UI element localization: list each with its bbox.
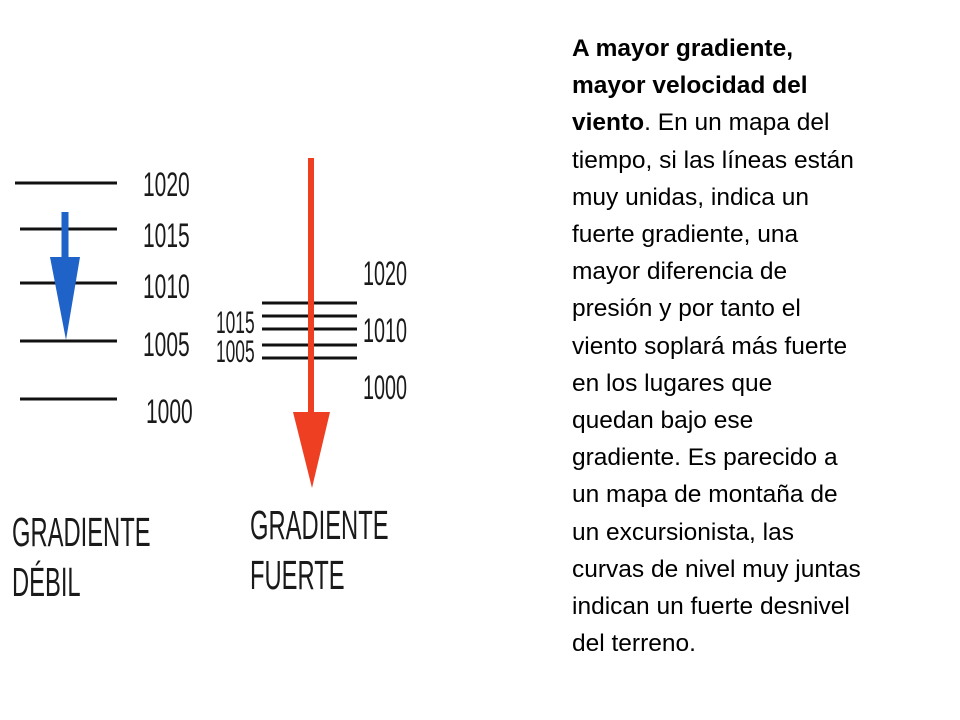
pressure-label: 1015 bbox=[216, 305, 255, 341]
bold-heading-part: viento bbox=[572, 109, 645, 137]
pressure-label: 1010 bbox=[143, 267, 190, 307]
text-line: viento soplará más fuerte bbox=[572, 332, 848, 360]
text-line: indican un fuerte desnivel bbox=[572, 593, 850, 621]
text-line: gradiente. Es parecido a bbox=[572, 444, 838, 472]
text-line: del terreno. bbox=[572, 630, 696, 658]
caption-line: GRADIENTE bbox=[12, 510, 151, 556]
text-line: mayor diferencia de bbox=[572, 258, 788, 286]
text-line: quedan bajo ese bbox=[572, 407, 754, 435]
explanation-text bbox=[572, 30, 958, 662]
strong-gradient-caption bbox=[250, 504, 389, 599]
pressure-label: 1020 bbox=[363, 254, 408, 293]
arrow-head bbox=[293, 412, 330, 488]
pressure-label: 1000 bbox=[363, 368, 408, 407]
text-line: presión y por tanto el bbox=[572, 295, 801, 323]
caption-line: GRADIENTE bbox=[250, 503, 389, 549]
pressure-label: 1005 bbox=[216, 334, 255, 370]
caption-line: FUERTE bbox=[250, 553, 345, 599]
text-line: un mapa de montaña de bbox=[572, 481, 838, 509]
text-line bbox=[572, 67, 958, 104]
text-fragment: . En un mapa del bbox=[644, 109, 830, 137]
pressure-label: 1010 bbox=[363, 311, 408, 350]
text-line: fuerte gradiente, una bbox=[572, 221, 799, 249]
caption-line: DÉBIL bbox=[12, 560, 81, 606]
text-line bbox=[572, 104, 958, 141]
weak-gradient-labels bbox=[143, 166, 193, 432]
bold-heading-part: mayor velocidad del bbox=[572, 72, 808, 100]
weak-gradient-caption bbox=[12, 511, 151, 606]
strong-wind-arrow bbox=[293, 158, 330, 488]
bold-heading-part: A mayor gradiente, bbox=[572, 35, 794, 62]
pressure-label: 1015 bbox=[143, 216, 190, 256]
pressure-label: 1005 bbox=[143, 325, 190, 365]
text-line: muy unidas, indica un bbox=[572, 183, 809, 211]
pressure-label: 1000 bbox=[146, 392, 193, 432]
text-line: en los lugares que bbox=[572, 369, 773, 397]
strong-gradient-labels-left bbox=[216, 306, 255, 370]
text-line bbox=[572, 30, 958, 67]
strong-gradient-labels-right bbox=[363, 254, 407, 406]
arrow-head bbox=[50, 257, 80, 340]
text-line: un excursionista, las bbox=[572, 518, 794, 546]
weak-wind-arrow bbox=[50, 212, 80, 340]
text-line: curvas de nivel muy juntas bbox=[572, 555, 861, 583]
pressure-label: 1020 bbox=[143, 165, 190, 205]
text-line: tiempo, si las líneas están bbox=[572, 146, 854, 174]
